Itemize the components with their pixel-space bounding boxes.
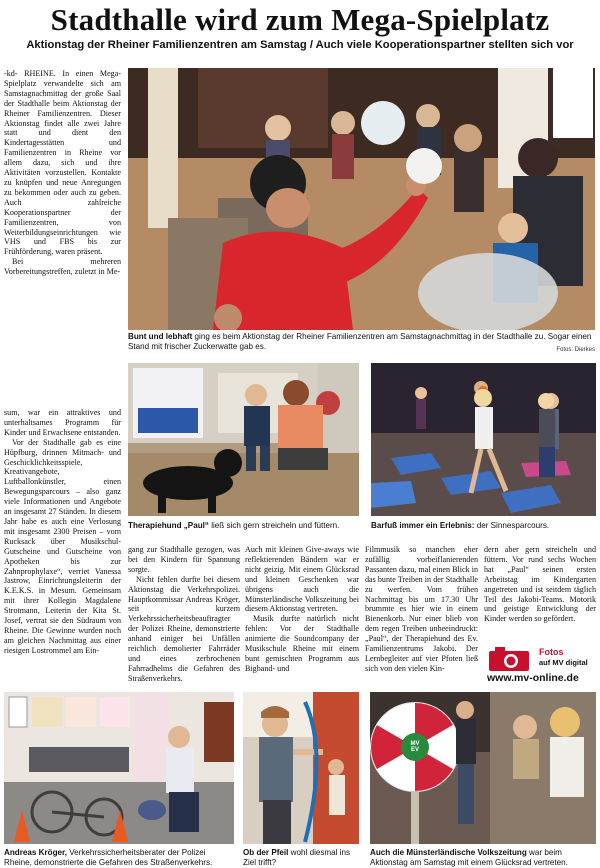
caption-bold: Bunt und lebhaft: [128, 332, 193, 341]
archery-caption: [243, 848, 359, 868]
article-paragraph: dern aber gern streicheln und füttern. Vor rund sechs Wochen hat „Paul“ seinen ersten Arbeitstag im Kindergarten angetreten und ist seitdem täglich Teil des Jakobi-Teams. Motorik und geistige Entwicklung der Kinder werden so gefördert.: [484, 545, 596, 624]
article-paragraph: Nicht fehlen durfte bei diesem Aktionstag die Verkehrspolizei. Hauptkommissar Andreas Kröger, seit kurzem Verkehrssicherheitsbeauftragter der Polizei Rheine, demonstrierte anhand einiger bei Unfällen reichlich demolierter Fahrräder und eines zerbrochenen Fahrradhelms die Gefahren des Straßenverkehrs.: [128, 574, 240, 683]
promo-url[interactable]: www.mv-online.de: [487, 672, 579, 684]
article-paragraph: sum, war ein attraktives und unterhaltsames Programm für Kinder und Erwachsene entstanden.: [4, 408, 121, 437]
prize-wheel-photo: [370, 692, 596, 844]
caption-text: wohl diesmal ins Ziel trifft?: [243, 848, 351, 867]
article-col1-bottom: [4, 408, 121, 685]
archery-photo: [243, 692, 359, 844]
caption-text: ließ sich gern streicheln und füttern.: [208, 521, 340, 530]
wheel-label: EV: [410, 747, 419, 753]
camera-icon: [489, 647, 529, 671]
article-col4: [365, 545, 478, 685]
wheel-label: MV: [410, 741, 420, 747]
article-paragraph: Bei mehreren Vorbereitungstreffen, zuletzt in Me-: [4, 257, 121, 277]
article-paragraph: -kd- RHEINE. In einen Mega-Spielplatz verwandelte sich am Samstagnachmittag der große Saal der Stadthalle beim Aktionstag der Rheiner Familienzentren. Dieser Aktionstag findet alle zwei Jahre statt und dient den Kindertagesstätten und Familienzentren in Rheine vor allem dazu, sich und ihre Aktivitäten vorzustellen. Kontakte zu knüpfen und neue Anregungen zu bekommen oder auch zu geben. Auch zahlreiche Kooperationspartner der Familienzentren, von Weiterbildungseinrichtungen wie VHS und FBS bis zur Frühförderung, waren präsent.: [4, 69, 121, 257]
main-photo: [128, 68, 595, 330]
caption-bold: Therapiehund „Paul“: [128, 521, 209, 530]
article-paragraph: Filmmusik so manchen eher zufällig vorbeiflanierenden Passanten dazu, mal einen Blick in das bunte Treiben in der Stadthalle zu werfen. Vom frühen Nachmittag bis um 17.30 Uhr brummte es hier wie in einem Bienenkorb. Nur einer blieb von dem regen Treiben unbeeindruckt: „Paul“, der Therapiehund des Ev. Familienzentrums Jakobi. Der Lernbegleiter auf vier Pfoten ließ sich von den vielen Kin-: [365, 545, 478, 673]
caption-text: der Sinnesparcours.: [474, 521, 550, 530]
headline: Stadthalle wird zum Mega-Spielplatz: [50, 2, 550, 37]
article-col2: [128, 545, 240, 685]
main-caption: [128, 332, 595, 352]
caption-text: Verkehrssicherheitsberater der Polizei Rheine, demonstrierte die Gefahren des Straßenverkehrs.: [4, 848, 213, 867]
promo-line2: auf MV digital: [539, 658, 588, 667]
caption-bold: Barfuß immer ein Erlebnis:: [371, 521, 475, 530]
article-paragraph: Vor der Stadthalle gab es eine Hüpfburg, drinnen Mitmach- und Geschicklichkeitsspiele, Kreativangebote, Luftballonkünstler, einen Bewegungsparcours – also ganz viele Informationen und Angebote an insgesamt 27 Ständen. In diesem Jahr habe es auch eine Verlosung mit insgesamt 2300 Preisen – vom Rucksack über Musikschul-Gutscheine und Gutscheine von Apotheken bis zur Zahnprophylaxe“, verriet Vanessa Jastrow, Einrichtungsleiterin der K.E.K.S. in Mesum. Gemeinsam mit ihrer Kollegin Magdalene Strotmann, Leiterin der Kita St. Josef, vertrat sie den Südraum von Rheine. Die Gewinne wurden noch am gleichen Nachmittag aus einer riesigen Lostrommel am Ein-: [4, 437, 121, 655]
mv-digital-promo[interactable]: [485, 645, 597, 685]
caption-text: war beim Aktionstag am Samstag mit einem Glücksrad vertreten.: [370, 848, 568, 867]
promo-line1: Fotos: [539, 647, 564, 657]
article-col1-top: [4, 69, 121, 329]
wheel-center-label: [405, 741, 425, 753]
caption-bold: Ob der Pfeil: [243, 848, 289, 857]
police-photo: [4, 692, 234, 844]
article-paragraph: Musik durfte natürlich nicht fehlen: Vor der Stadthalle animierte die Soundcompany der Musikschule Rheine mit einem bunt gemischten Programm aus Bigband- und: [245, 614, 359, 673]
article-col3: [245, 545, 359, 685]
subheadline: Aktionstag der Rheiner Familienzentren am Samstag / Auch viele Kooperationspartner stellten sich vor: [26, 39, 574, 51]
article-paragraph: gang zur Stadthalle gezogen, was bei den Kindern für Spannung sorgte.: [128, 545, 240, 574]
wheel-caption: [370, 848, 596, 868]
article-col5: [484, 545, 596, 640]
dog-caption: [128, 521, 359, 531]
barefoot-photo: [371, 363, 596, 516]
barefoot-caption: [371, 521, 596, 531]
caption-bold: Andreas Kröger,: [4, 848, 67, 857]
photo-credit: Fotos: Dierkes: [556, 347, 595, 353]
article-paragraph: Auch mit kleinen Give-aways wie reflektierenden Bändern war er nicht geizig. Mit einem Glücksrad und kleinen Geschenken war übrigens auch die Münsterländische Volkszeitung bei diesem Aktionstag vertreten.: [245, 545, 359, 614]
caption-bold: Auch die Münsterländische Volkszeitung: [370, 848, 527, 857]
caption-text: ging es beim Aktionstag der Rheiner Familienzentren am Samstagnachmittag in der Stadthalle zu. Sogar einen Stand mit frischer Zuckerwatte gab es.: [128, 332, 592, 351]
therapy-dog-photo: [128, 363, 359, 516]
police-caption: [4, 848, 234, 868]
